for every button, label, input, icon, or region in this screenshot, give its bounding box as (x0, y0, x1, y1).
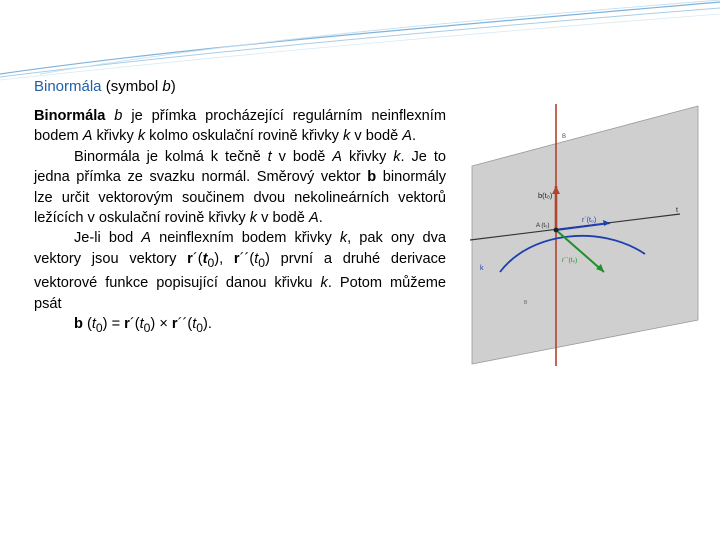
paragraph-definition: Binormála b je přímka procházející regulárním neinflexním bodem A křivky k kolmo oskulační rovině křivky k v bodě A. (34, 108, 446, 145)
label-b-vector: b(t₀) (538, 191, 553, 200)
body-text (34, 106, 446, 338)
paragraph-derivatives: Je-li bod A neinflexním bodem křivky k, pak ony dva vektory jsou vektory $r´(t_0)$, $r´´(t_0)$ první a druhé derivace vektorové funkce popisující danou křivku k. Potom můžeme psát (34, 230, 447, 312)
label-B-lower: B (524, 300, 528, 306)
label-r1: r´(t₀) (582, 217, 597, 224)
formula-binormal: b $(t_0)$ = $r´(t_0)$ × $r´´(t_0)$. (74, 315, 212, 335)
title-term: Binormála (34, 78, 102, 95)
label-k: k (480, 265, 484, 272)
title-close: ) (170, 78, 176, 95)
title-symbol: b (162, 78, 171, 95)
title-rest: (symbol (101, 78, 163, 95)
label-B-axis: B (562, 134, 567, 140)
binormal-figure (470, 104, 702, 366)
label-A: A (t₀) (536, 223, 550, 229)
point-A (554, 228, 559, 233)
label-t: t (676, 207, 678, 214)
slide-title (34, 78, 176, 95)
label-r2: r´´(t₀) (562, 257, 578, 264)
paragraph-perpendicular: Binormála je kolmá k tečně t v bodě A křivky k. Je to jedna přímka ze svazku normál. Směrový vektor b binormály lze určit vektorovým součinem dvou nekolineárních vektorů ležících v oskulační rovině křivky k v bodě A. (34, 148, 447, 227)
